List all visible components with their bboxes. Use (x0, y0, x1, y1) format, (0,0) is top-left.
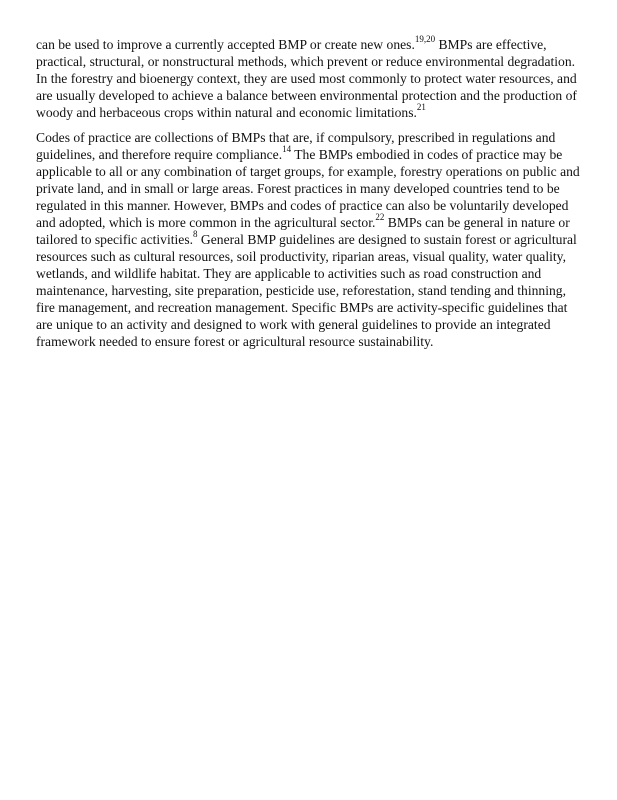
paragraph-codes-of-practice (36, 129, 584, 350)
paragraph-bmp-definition (36, 36, 584, 121)
citation-ref: 22 (375, 212, 385, 223)
paragraph-text: can be used to improve a currently accepted BMP or create new ones. (36, 37, 415, 52)
citation-ref: 19,20 (414, 34, 436, 45)
document-page (36, 36, 584, 358)
paragraph-text: BMPs can be general in nature or tailored to specific activities. (36, 215, 570, 247)
citation-ref: 21 (416, 102, 426, 113)
paragraph-text: Codes of practice are collections of BMPs that are, if compulsory, prescribed in regulations and guidelines, and therefore require compliance. (36, 130, 556, 162)
citation-ref: 14 (282, 144, 292, 155)
paragraph-text: The BMPs embodied in codes of practice may be applicable to all or any combination of target groups, for example, forestry operations on public and private land, and in small or large areas. Forest practices in many developed countries tend to be regulated in this manner. However, BMPs and codes of practice can also be voluntarily developed and adopted, which is more common in the agricultural sector. (36, 147, 580, 230)
citation-ref: 8 (193, 229, 198, 240)
paragraph-text: BMPs are effective, practical, structural, or nonstructural methods, which prevent or reduce environmental degradation. In the forestry and bioenergy context, they are used most commonly to protect water resources, and are usually developed to achieve a balance between environmental protection and the production of woody and herbaceous crops within natural and economic limitations. (36, 37, 577, 120)
paragraph-text: General BMP guidelines are designed to sustain forest or agricultural resources such as cultural resources, soil productivity, riparian areas, visual quality, water quality, wetlands, and wildlife habitat. They are applicable to activities such as road construction and maintenance, harvesting, site preparation, pesticide use, reforestation, stand tending and thinning, fire management, and recreation management. Specific BMPs are activity-specific guidelines that are unique to an activity and designed to work with general guidelines to provide an integrated framework needed to ensure forest or agricultural resource sustainability. (36, 232, 577, 349)
